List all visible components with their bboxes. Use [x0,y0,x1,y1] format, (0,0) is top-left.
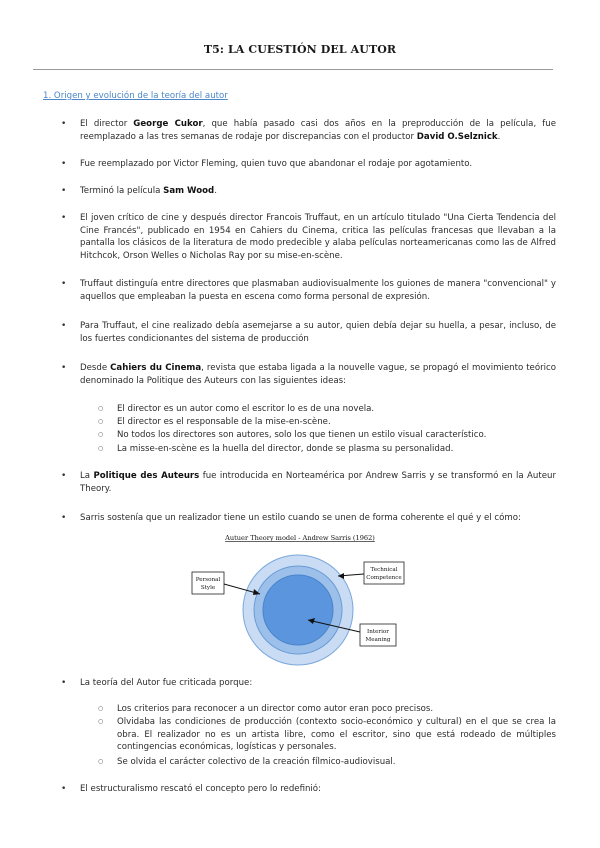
sub-critic-1: ○ Los criterios para reconocer a un director como autor eran poco precisos. [117,703,556,716]
sub-critic-2: ○ Olvidaba las condiciones de producción (contexto socio-económico y cultural) en el que se crea la obra. El realizador no es un artista libre, como el escritor, sino que está rodeado de múltiples contingencias económicas, logísticas y personales. [117,716,556,754]
bullet-cukor: • El director George Cukor, que había pasado casi dos años en la preproducción de la película, fue reemplazado a las tres semanas de rodaje por discrepancias con el productor David O.Selznick. [80,118,556,143]
auteur-theory-diagram [190,532,410,667]
document-title: T5: LA CUESTIÓN DEL AUTOR [203,43,397,56]
sub-idea-2: ○ El director es el responsable de la mise-en-scène. [117,416,556,429]
title-divider [33,69,553,70]
personal-style-label-1: Personal [195,577,221,583]
bullet-wood: • Terminó la película Sam Wood. [80,185,556,198]
bullet-truffaut-distinction: • Truffaut distinguía entre directores que plasmaban audiovisualmente los guiones de manera "convencional" y aquellos que empleaban la puesta en escena como forma personal de expresión. [80,278,556,303]
sub-critic-3: ○ Se olvida el carácter colectivo de la creación fílmico-audiovisual. [117,756,556,769]
sub-idea-4: ○ La misse-en-scène es la huella del director, donde se plasma su personalidad. [117,443,556,456]
technical-competence-label-1: Technical [370,567,398,573]
diagram-title: Autuer Theory model - Andrew Sarris (1962) [225,534,375,542]
sub-idea-3: ○ No todos los directores son autores, solo los que tienen un estilo visual característico. [117,429,556,442]
bullet-fleming: • Fue reemplazado por Victor Fleming, quien tuvo que abandonar el rodaje por agotamiento. [80,158,556,171]
sub-idea-1: ○ El director es un autor como el escritor lo es de una novela. [117,403,556,416]
bullet-cahiers: • Desde Cahiers du Cinema, revista que estaba ligada a la nouvelle vague, se propagó el movimiento teórico denominado la Politique des Auteurs con las siguientes ideas: [80,362,556,387]
technical-competence-label-2: Competence [366,575,402,581]
personal-style-label-2: Style [200,585,216,591]
bullet-criticism: • La teoría del Autor fue criticada porque: [80,677,556,690]
section-heading[interactable]: 1. Origen y evolución de la teoría del autor [43,91,228,101]
interior-meaning-label-1: Interior [367,629,389,635]
bullet-politique: • La Politique des Auteurs fue introducida en Norteamérica por Andrew Sarris y se transformó en la Auteur Theory. [80,470,556,495]
bullet-truffaut-article: • El joven crítico de cine y después director Francois Truffaut, en un artículo titulado "Una Cierta Tendencia del Cine Francés", publicado en 1954 en Cahiers du Cinema, critica las películas francesas que llevaban a la pantalla los clásicos de la literatura de modo predecible y alaba películas norteamericanas como las de Alfred Hitchcok, Orson Welles o Nicholas Ray por su mise-en-scène. [80,212,556,262]
bullet-truffaut-cine: • Para Truffaut, el cine realizado debía asemejarse a su autor, quien debía dejar su huella, a pesar, incluso, de los fuertes condicionantes del sistema de producción [80,320,556,345]
interior-meaning-label-2: Meaning [365,637,391,643]
bullet-structuralism: • El estructuralismo rescató el concepto pero lo redefinió: [80,783,556,796]
bullet-sarris: • Sarris sostenía que un realizador tiene un estilo cuando se unen de forma coherente el qué y el cómo: [80,512,556,525]
inner-circle [263,575,333,645]
